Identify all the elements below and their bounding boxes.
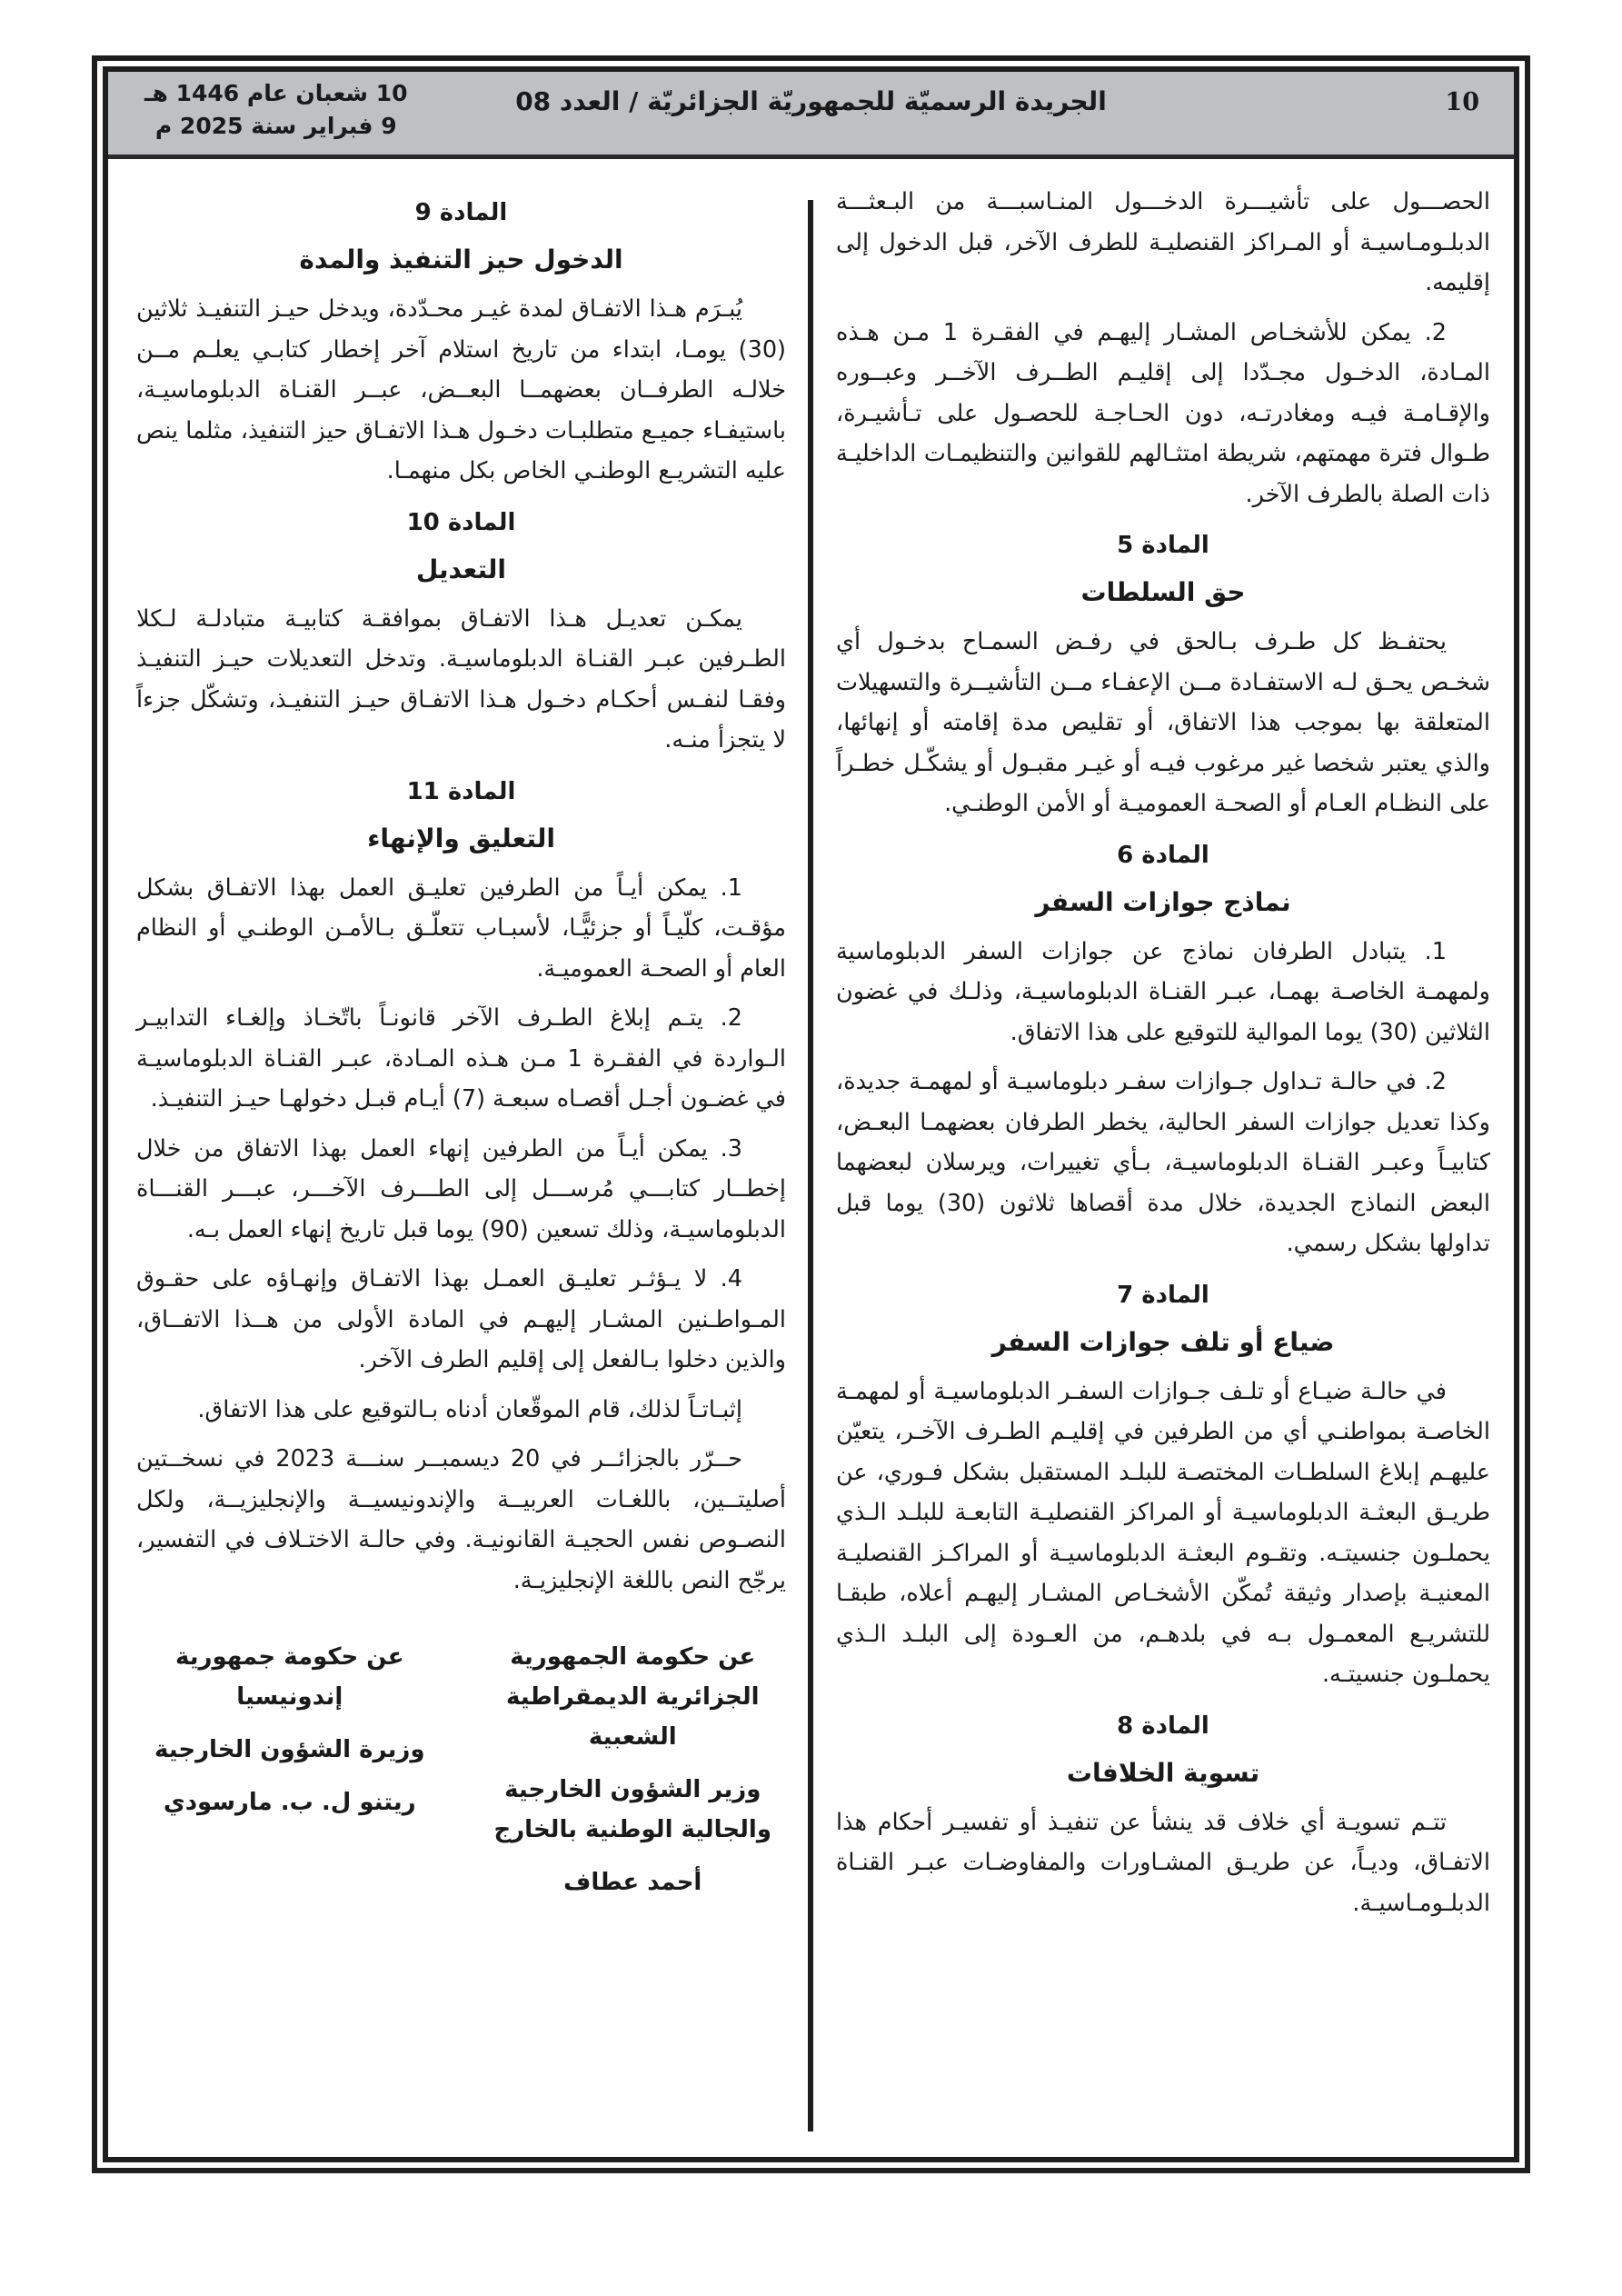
article-6-number: المادة 6: [1117, 841, 1209, 869]
article-5-text: يحتفـظ كل طـرف بـالحق في رفـض السمـاح بدخـول أي شخـص يحـق لـه الاستفـادة مــن الإعفـاء مــن التأشيــرة والتسهيلات المتعلقة بها بموجب هذا الاتفاق، أو تقليص مدة إقامته أو إنهائها، والذي يعتبر شخصا غير مرغوب فيـه أو غيـر مقبـول أو يشكّـل خطـراً على النظـام العـام أو الصحـة العموميـة أو الأمن الوطنـي.: [836, 628, 1490, 817]
article-8-number: المادة 8: [1117, 1712, 1209, 1740]
article-7-title: ضياع أو تلف جوازات السفر: [991, 1326, 1335, 1357]
page-number: 10: [1445, 88, 1479, 116]
signatory-name: ريتنو ل. ب. مارسودي: [163, 1789, 416, 1816]
signatory-title: وزيرة الشؤون الخارجية: [154, 1736, 425, 1763]
column-divider: [808, 200, 813, 2131]
article-10-title: التعديل: [415, 554, 507, 584]
article-9-title: الدخول حيز التنفيذ والمدة: [299, 245, 623, 275]
left-column: [136, 182, 786, 1915]
article-11-paragraph-1: 1. يمكن أيـاً من الطرفين تعليـق العمل بهذا الاتفـاق بشكل مؤقـت، كلّيـاً أو جزئيًّـا، لأسبـاب تتعلّـق بـالأمـن الوطنـي أو النظام العام أو الصحـة العموميـة.: [136, 873, 786, 983]
article-9-text: يُبـرَم هـذا الاتفـاق لمدة غيـر محـدّدة، ويدخل حيـز التنفيـذ ثلاثين (30) يومـا، ابتداء من تاريخ استلام آخر إخطار كتابـي يعلـم مــن خلالـه الطرفــان بعضهمــا البعــض، عبــر القنـاة الدبلوماسيـة، باستيفـاء جميـع متطلبـات دخـول هـذا الاتفـاق حيز التنفيذ، مثلما ينص عليه التشريـع الوطنـي الخاص بكل منهمـا.: [136, 295, 786, 484]
signature-block: [136, 1637, 786, 1915]
article-4-paragraph-2: 2. يمكن للأشخـاص المشـار إليهـم في الفقـرة 1 مـن هـذه المـادة، الدخـول مجـدّدا إلى إقليـم الطــرف الآخــر وعبــوره والإقـامـة فيـه ومغادرتـه، دون الحـاجـة للحصـول على تـأشيـرة، طـوال فترة مهمتهم، شريطة امتثـالهم للقوانين والتنظيمـات الداخليـة ذات الصلة بالطرف الآخر.: [836, 318, 1490, 508]
article-6-paragraph-2: 2. في حالـة تـداول جـوازات سفـر دبلوماسيـة أو لمهمـة جديدة، وكذا تعديل جوازات السفر الحالية، يخطر الطرفان بعضهمـا البعـض، كتابيـاً وعبـر القنـاة الدبلوماسيـة، بـأي تغييرات، ويرسلان لبعضهما البعض النماذج الجديدة، خلال مدة أقصاها ثلاثون (30) يوما قبل تداولها بشكل رسمي.: [836, 1068, 1490, 1257]
witness-clause: إثبـاتـاً لذلك، قام الموقّعان أدناه بـالتوقيع على هذا الاتفاق.: [197, 1395, 742, 1423]
article-6-title: نماذج جوازات السفر: [1035, 886, 1291, 917]
article-11-paragraph-3: 3. يمكن أيـاً من الطرفين إنهاء العمل بهذا الاتفاق من خلال إخطــار كتابـــي مُرســـل إلى الطـــرف الآخـــر، عبـــر القنـــاة الدبلوماسيـة، وذلك تسعين (90) يوما قبل تاريخ إنهاء العمل بـه.: [136, 1134, 786, 1243]
signatory-title: وزير الشؤون الخارجية والجالية الوطنية بالخارج: [493, 1776, 772, 1843]
article-11-number: المادة 11: [406, 777, 516, 805]
article-5-title: حق السلطات: [1080, 577, 1246, 607]
article-7-text: في حالـة ضيـاع أو تلـف جـوازات السفـر الدبلوماسيـة أو لمهمـة الخاصـة بمواطنـي أي من الطرفين في إقليـم الطـرف الآخـر، يتعيّن عليهـم إبلاغ السلطـات المختصـة للبلـد المستقبل بشكل فـوري، عن طريـق البعثـة الدبلوماسيـة أو المراكز القنصليـة التابعـة للبلـد الـذي يحملـون جنسيتـه. وتقـوم البعثـة الدبلوماسيـة أو المراكـز القنصليـة المعنيـة بإصدار وثيقة تُمكّن الأشخـاص المشـار إليهـم أعلاه، طبقـا للتشريـع المعمـول بـه في بلدهـم، من العـودة إلى البلـد الـذي يحملـون جنسيتـه.: [836, 1377, 1490, 1688]
article-11-title: التعليق والإنهاء: [367, 823, 555, 854]
signatory-name: أحمد عطاف: [563, 1869, 702, 1896]
signatory-government: عن حكومة الجمهورية الجزائرية الديمقراطية الشعبية: [505, 1643, 760, 1751]
gazette-header: [108, 72, 1514, 159]
issue-date: [144, 77, 408, 143]
article-10-text: يمكـن تعديـل هـذا الاتفـاق بموافقـة كتابيـة متبادلـة لـكلا الطـرفين عبـر القنـاة الدبلوماسيـة. وتدخل التعديلات حيـز التنفيـذ وفقـا لنفـس أحكـام دخـول هـذا الاتفـاق حيـز التنفيـذ، وتشكّل جزءاً لا يتجزأ منـه.: [136, 604, 786, 754]
article-10-number: المادة 10: [406, 508, 516, 536]
article-4-continuation: الحصـــول على تأشيـــرة الدخـــول المنـاسبـــة من البـعثـــة الدبلـومـاسيـة أو المـراكز القنصليـة للطرف الآخر، قبل الدخول إلى إقليمه.: [836, 188, 1490, 296]
date-hijri: 10 شعبان عام 1446 هـ: [144, 80, 408, 106]
article-8-title: تسوية الخلافات: [1066, 1757, 1260, 1788]
right-column: [836, 182, 1490, 1932]
article-8-text: تتـم تسويـة أي خلاف قد ينشأ عن تنفيـذ أو تفسيـر أحكام هذا الاتفـاق، وديـاً، عن طريـق المشـاورات والمفاوضـات عبـر القنـاة الدبلـومـاسيـة.: [836, 1808, 1490, 1917]
signatory-government: عن حكومة جمهورية إندونيسيا: [175, 1643, 404, 1711]
signatory-indonesia: [136, 1637, 443, 1915]
date-gregorian: 9 فبراير سنة 2025 م: [154, 113, 397, 139]
signatory-algeria: [480, 1637, 787, 1915]
article-11-paragraph-2: 2. يتـم إبلاغ الطـرف الآخر قانونـاً باتّخـاذ وإلغـاء التدابيـر الـواردة في الفقـرة 1 مـن هـذه المـادة، عبـر القنـاة الدبلوماسيـة في غضـون أجـل أقصـاه سبعـة (7) أيـام قبـل دخولهـا حيـز التنفيـذ.: [136, 1004, 786, 1113]
article-11-paragraph-4: 4. لا يـؤثـر تعليـق العمـل بهذا الاتفـاق وإنهـاؤه على حقـوق المـواطـنين المشـار إليهـم في المادة الأولى من هــذا الاتفــاق، والذين دخلوا بـالفعل إلى إقليم الطرف الآخر.: [136, 1265, 786, 1373]
gazette-title: الجريدة الرسميّة للجمهوريّة الجزائريّة / العدد 08: [515, 86, 1107, 116]
article-5-number: المادة 5: [1117, 532, 1209, 559]
article-7-number: المادة 7: [1117, 1281, 1209, 1309]
article-6-paragraph-1: 1. يتبادل الطرفان نماذج عن جوازات السفر الدبلوماسية ولمهمـة الخاصـة بهمـا، عبـر القنـاة الدبلوماسيـة، وذلـك في غضون الثلاثين (30) يوما الموالية للتوقيع على هذا الاتفاق.: [836, 937, 1490, 1046]
done-at-clause: حــرّر بالجزائــر في 20 ديسمبــر سنـــة 2023 في نسخــتين أصليتــين، باللغـات العربيــة والإندونيسيــة والإنجليزيــة، ولكل النصـوص نفس الحجيـة القانونيـة. وفي حالـة الاختـلاف في التفسير، يرجّح النص باللغة الإنجليزيـة.: [136, 1445, 786, 1594]
article-9-number: المادة 9: [414, 199, 508, 226]
